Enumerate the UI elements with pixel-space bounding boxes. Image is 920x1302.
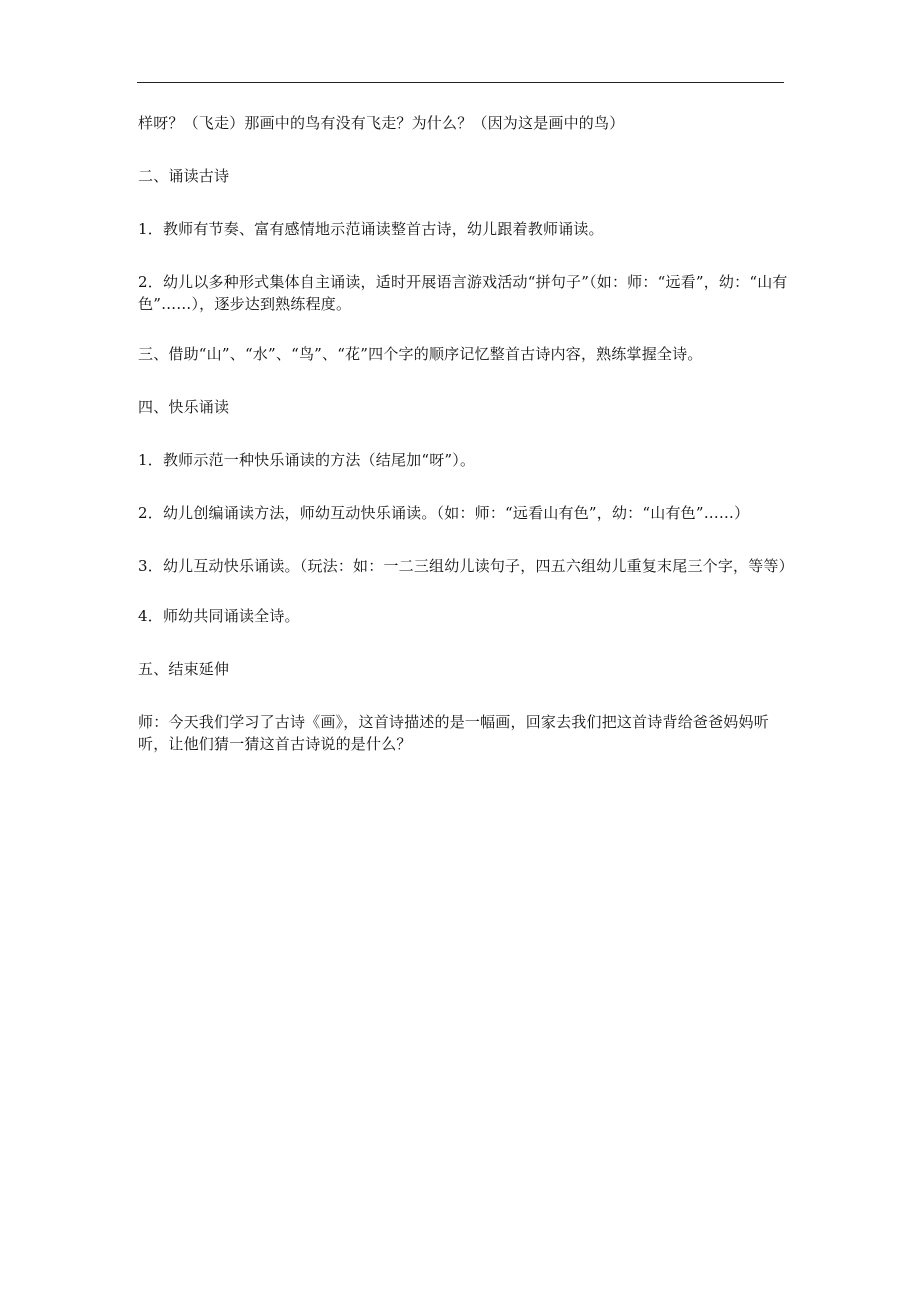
paragraph-continuation: 样呀？（飞走）那画中的鸟有没有飞走？为什么？（因为这是画中的鸟） bbox=[138, 114, 625, 132]
list-item-happy-method: 1．教师示范一种快乐诵读的方法（结尾加“呀”）。 bbox=[138, 451, 476, 469]
section-heading-happy-recite: 四、快乐诵读 bbox=[138, 398, 230, 416]
list-item-create-method: 2．幼儿创编诵读方法，师幼互动快乐诵读。（如：师：“远看山有色”，幼：“山有色”……） bbox=[138, 504, 750, 522]
section-heading-memorize: 三、借助“山”、“水”、“鸟”、“花”四个字的顺序记忆整首古诗内容，熟练掌握全诗。 bbox=[138, 345, 703, 363]
header-rule bbox=[137, 82, 784, 83]
list-item-interactive-recite: 3．幼儿互动快乐诵读。（玩法：如：一二三组幼儿读句子，四五六组幼儿重复末尾三个字，等等） bbox=[138, 557, 794, 575]
list-item-recite-together: 4．师幼共同诵读全诗。 bbox=[138, 607, 300, 625]
section-heading-extension: 五、结束延伸 bbox=[138, 660, 230, 678]
list-item-teacher-demo: 1．教师有节奏、富有感情地示范诵读整首古诗，幼儿跟着教师诵读。 bbox=[138, 220, 604, 238]
section-heading-recite: 二、诵读古诗 bbox=[138, 167, 230, 185]
list-item-children-recite: 2．幼儿以多种形式集体自主诵读，适时开展语言游戏活动“拼句子”（如：师：“远看”，幼：“山有色”……），逐步达到熟练程度。 bbox=[138, 273, 788, 313]
paragraph-closing: 师：今天我们学习了古诗《画》，这首诗描述的是一幅画，回家去我们把这首诗背给爸爸妈妈听听，让他们猜一猜这首古诗说的是什么？ bbox=[138, 713, 769, 753]
document-body bbox=[138, 112, 794, 786]
